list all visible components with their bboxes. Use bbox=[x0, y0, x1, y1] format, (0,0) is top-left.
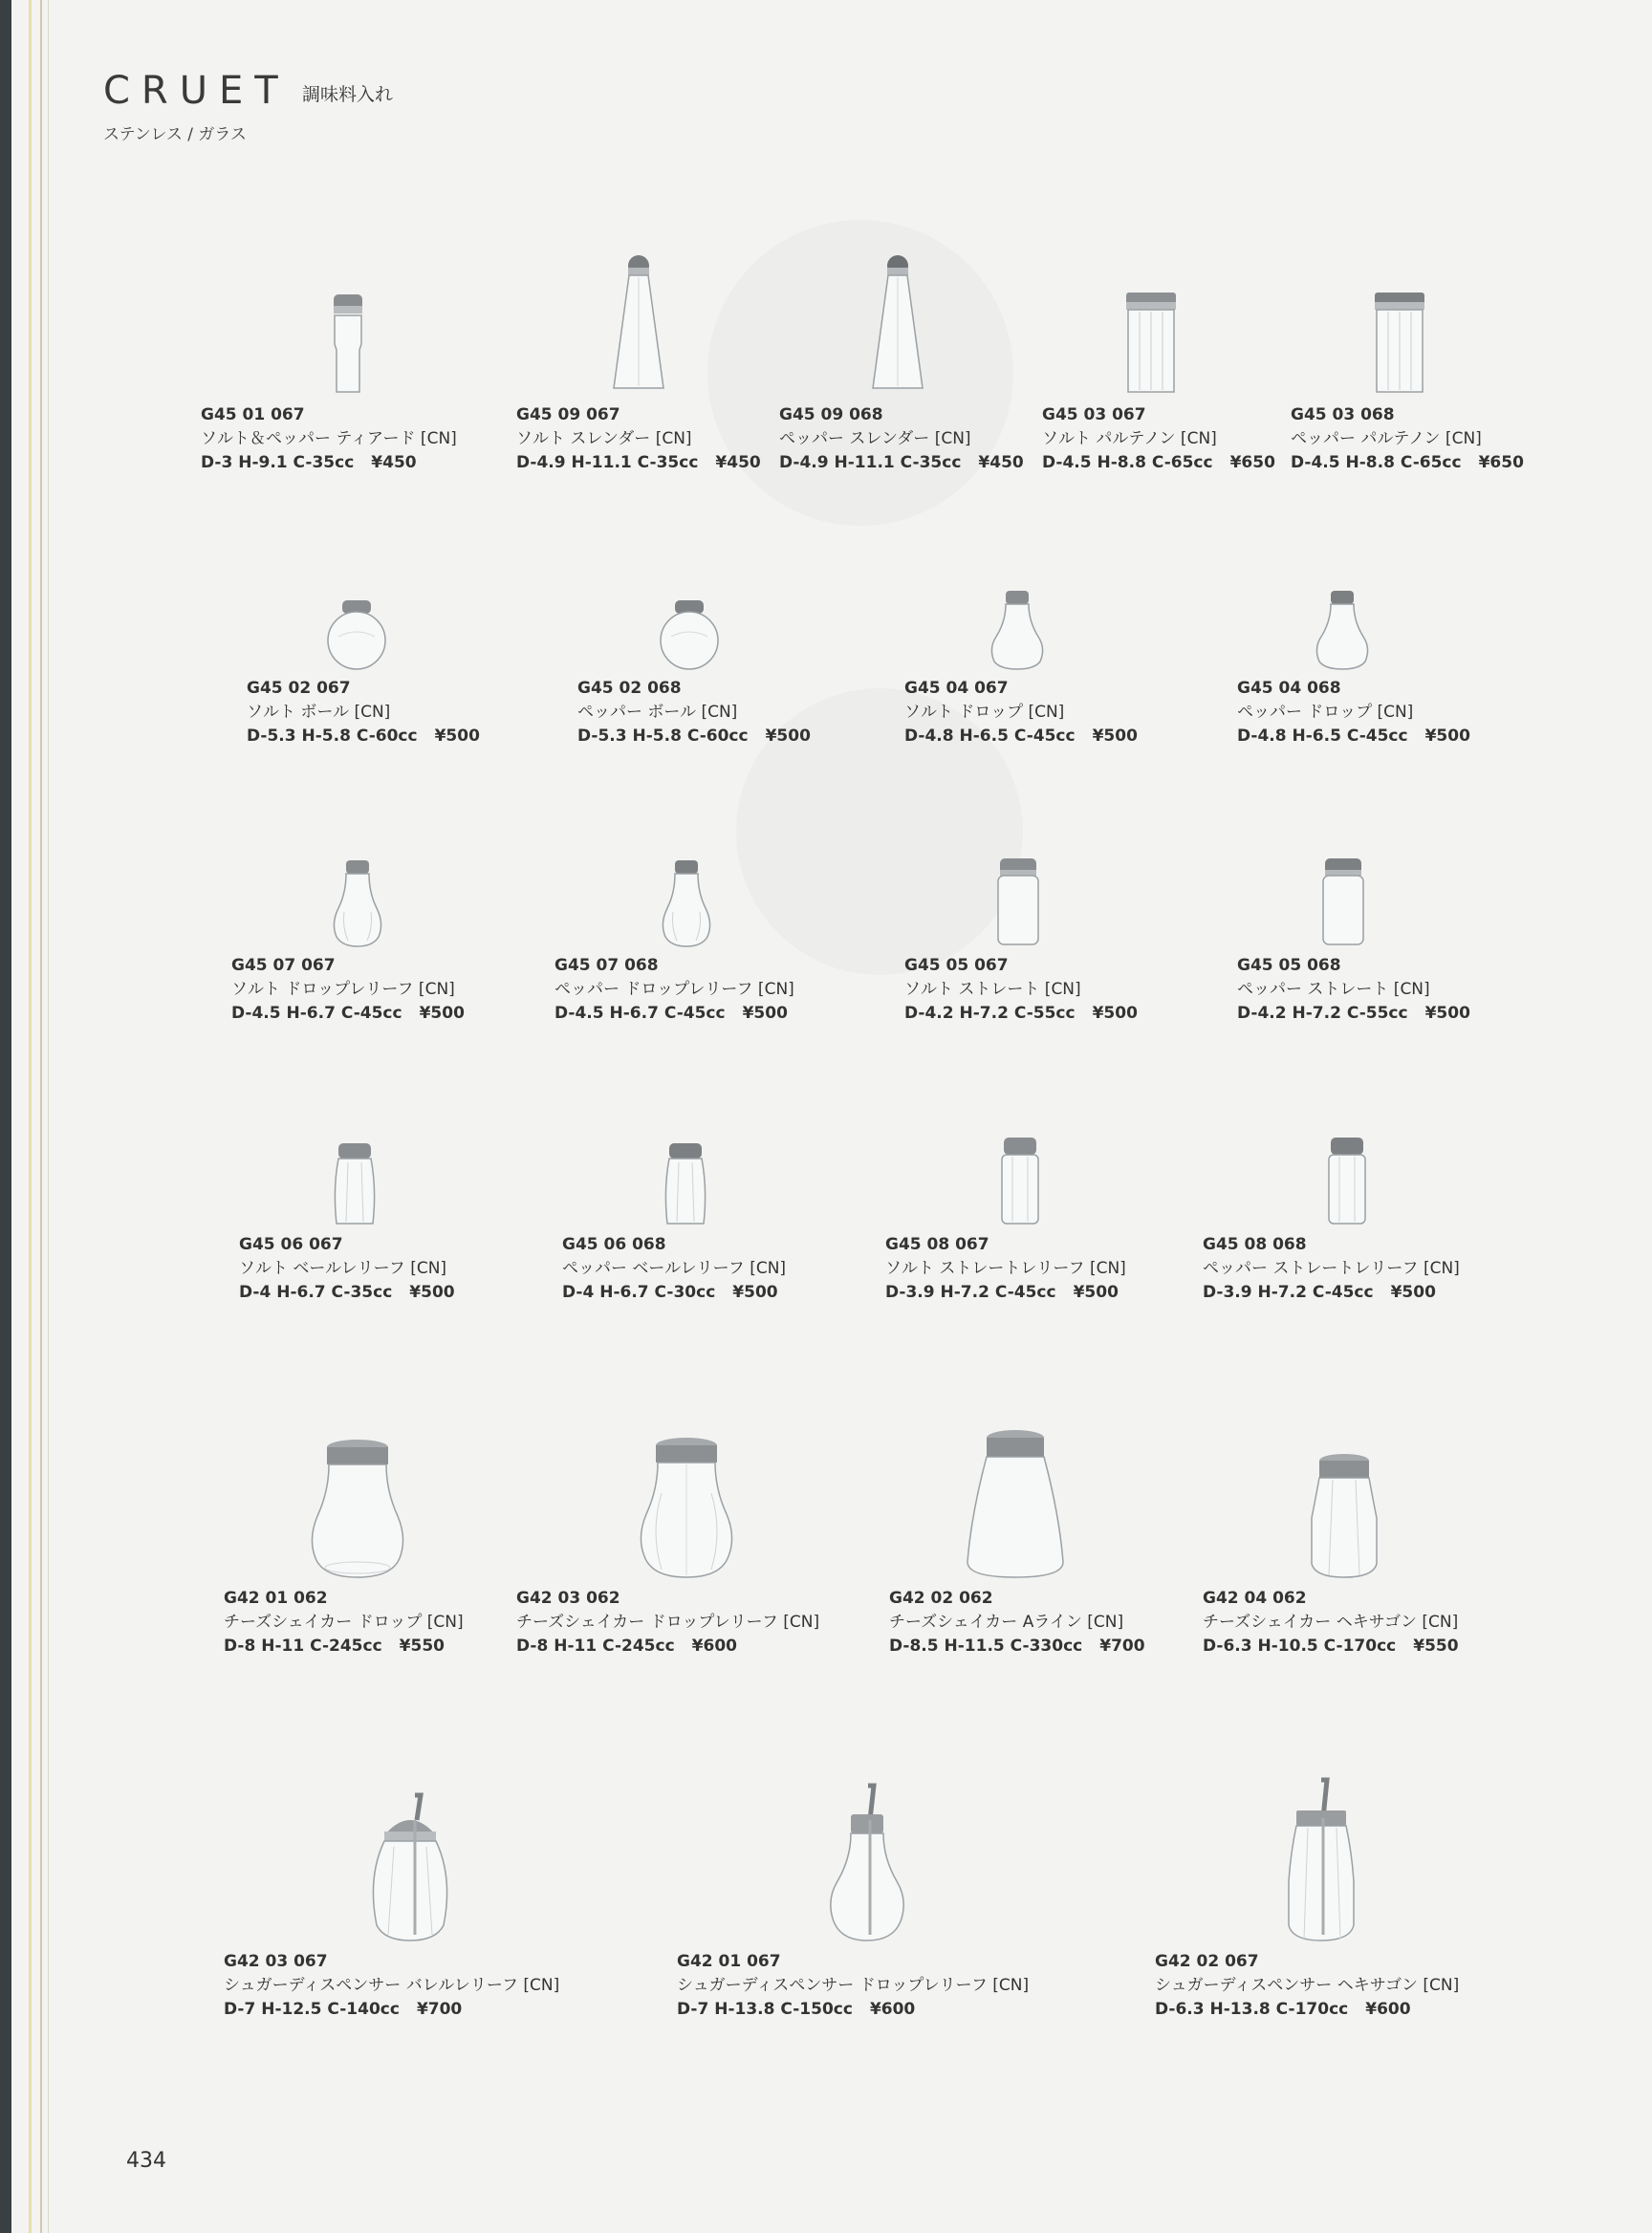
product-name: ペッパー スレンダー [CN] bbox=[779, 429, 971, 448]
product-name: ソルト ドロップレリーフ [CN] bbox=[231, 980, 455, 999]
product-name: ソルト スレンダー [CN] bbox=[516, 429, 692, 448]
product-code: G45 07 067 bbox=[231, 956, 336, 975]
product-code: G45 02 068 bbox=[577, 679, 682, 698]
product-card bbox=[231, 830, 556, 1026]
product-image bbox=[1237, 830, 1562, 954]
product-price: ¥700 bbox=[1099, 1637, 1145, 1656]
drop-relief-shaker-icon bbox=[660, 858, 713, 948]
product-code: G45 09 068 bbox=[779, 405, 883, 424]
product-spec: D-7 H-12.5 C-140cc ¥700 bbox=[224, 2000, 463, 2019]
page-header bbox=[103, 69, 394, 144]
product-name: ペッパー ドロップレリーフ [CN] bbox=[554, 980, 794, 999]
product-code: G42 03 067 bbox=[224, 1952, 328, 1971]
product-image bbox=[885, 1109, 1210, 1233]
product-name: シュガーディスペンサー バレルレリーフ [CN] bbox=[224, 1976, 560, 1995]
product-card bbox=[889, 1463, 1214, 1658]
product-spec: D-4.5 H-6.7 C-45cc ¥500 bbox=[231, 1004, 465, 1023]
cheese-shaker-drop-icon bbox=[308, 1438, 407, 1581]
sugar-dispenser-drop-icon bbox=[826, 1782, 908, 1944]
product-code: G45 06 068 bbox=[562, 1235, 666, 1254]
product-image bbox=[904, 553, 1229, 677]
drop-relief-shaker-icon bbox=[331, 858, 384, 948]
product-spec: D-4.9 H-11.1 C-35cc ¥450 bbox=[516, 453, 761, 472]
product-spec: D-8 H-11 C-245cc ¥600 bbox=[516, 1637, 737, 1656]
product-price: ¥500 bbox=[434, 726, 480, 746]
product-name: ソルト＆ペッパー ティアード [CN] bbox=[201, 429, 457, 448]
product-card bbox=[904, 553, 1229, 748]
product-price: ¥500 bbox=[1073, 1283, 1119, 1302]
product-image bbox=[904, 830, 1229, 954]
product-price: ¥500 bbox=[742, 1004, 788, 1023]
product-image bbox=[562, 1109, 887, 1233]
spine-accent-line bbox=[29, 0, 32, 2233]
product-spec: D-4.8 H-6.5 C-45cc ¥500 bbox=[904, 726, 1138, 746]
product-price: ¥550 bbox=[399, 1637, 445, 1656]
product-image bbox=[224, 1816, 549, 1950]
product-spec: D-4.2 H-7.2 C-55cc ¥500 bbox=[1237, 1004, 1470, 1023]
sugar-dispenser-hexagon-icon bbox=[1285, 1776, 1358, 1944]
product-spec: D-3.9 H-7.2 C-45cc ¥500 bbox=[1203, 1283, 1436, 1302]
product-name: ペッパー ストレートレリーフ [CN] bbox=[1203, 1259, 1460, 1278]
product-name: ソルト ベールレリーフ [CN] bbox=[239, 1259, 447, 1278]
product-price: ¥600 bbox=[869, 2000, 916, 2019]
ball-shaker-icon bbox=[325, 598, 388, 671]
product-spec: D-5.3 H-5.8 C-60cc ¥500 bbox=[577, 726, 811, 746]
product-code: G45 05 067 bbox=[904, 956, 1009, 975]
product-name: シュガーディスペンサー ドロップレリーフ [CN] bbox=[677, 1976, 1030, 1995]
product-code: G42 02 067 bbox=[1155, 1952, 1259, 1971]
product-spec: D-8.5 H-11.5 C-330cc ¥700 bbox=[889, 1637, 1145, 1656]
product-image bbox=[231, 830, 556, 954]
product-price: ¥500 bbox=[1424, 1004, 1470, 1023]
product-card bbox=[677, 1816, 1030, 2022]
product-card bbox=[554, 830, 880, 1026]
product-spec: D-8 H-11 C-245cc ¥550 bbox=[224, 1637, 445, 1656]
spine-accent-line bbox=[48, 0, 49, 2233]
product-code: G42 03 062 bbox=[516, 1589, 620, 1608]
product-name: ソルト ストレートレリーフ [CN] bbox=[885, 1259, 1126, 1278]
product-spec: D-4.8 H-6.5 C-45cc ¥500 bbox=[1237, 726, 1470, 746]
product-name: ソルト ドロップ [CN] bbox=[904, 703, 1065, 722]
product-price: ¥500 bbox=[1092, 1004, 1138, 1023]
product-code: G45 08 067 bbox=[885, 1235, 989, 1254]
product-card bbox=[562, 1109, 887, 1305]
product-name: シュガーディスペンサー ヘキサゴン [CN] bbox=[1155, 1976, 1460, 1995]
product-card bbox=[247, 553, 572, 748]
sugar-dispenser-barrel-icon bbox=[367, 1791, 453, 1944]
product-spec: D-3 H-9.1 C-35cc ¥450 bbox=[201, 453, 417, 472]
product-code: G45 01 067 bbox=[201, 405, 305, 424]
tiered-shaker-icon bbox=[329, 293, 367, 398]
product-card bbox=[1291, 279, 1616, 475]
page-number: 434 bbox=[126, 2149, 166, 2173]
product-code: G45 03 067 bbox=[1042, 405, 1146, 424]
product-card bbox=[885, 1109, 1210, 1305]
parthenon-shaker-icon bbox=[1124, 291, 1178, 398]
drop-shaker-icon bbox=[987, 589, 1048, 671]
product-price: ¥500 bbox=[419, 1004, 465, 1023]
product-price: ¥500 bbox=[732, 1283, 778, 1302]
page-title-japanese: 調味料入れ bbox=[302, 84, 394, 105]
product-spec: D-6.3 H-10.5 C-170cc ¥550 bbox=[1203, 1637, 1459, 1656]
product-spec: D-3.9 H-7.2 C-45cc ¥500 bbox=[885, 1283, 1119, 1302]
spine-accent-line bbox=[40, 0, 42, 2233]
product-price: ¥600 bbox=[1365, 2000, 1411, 2019]
product-name: ソルト パルテノン [CN] bbox=[1042, 429, 1217, 448]
product-code: G45 04 068 bbox=[1237, 679, 1341, 698]
product-code: G42 01 062 bbox=[224, 1589, 328, 1608]
product-card bbox=[904, 830, 1229, 1026]
product-image bbox=[1155, 1816, 1480, 1950]
page-spine bbox=[0, 0, 11, 2233]
product-card bbox=[516, 1463, 841, 1658]
product-price: ¥500 bbox=[409, 1283, 455, 1302]
product-price: ¥500 bbox=[1424, 726, 1470, 746]
product-spec: D-4.5 H-8.8 C-65cc ¥650 bbox=[1291, 453, 1524, 472]
product-name: ペッパー ストレート [CN] bbox=[1237, 980, 1430, 999]
product-image bbox=[1203, 1463, 1528, 1587]
product-image bbox=[677, 1816, 1002, 1950]
product-price: ¥500 bbox=[1092, 726, 1138, 746]
product-code: G45 08 068 bbox=[1203, 1235, 1307, 1254]
product-price: ¥650 bbox=[1478, 453, 1524, 472]
product-code: G45 07 068 bbox=[554, 956, 659, 975]
product-name: ソルト ストレート [CN] bbox=[904, 980, 1081, 999]
product-card bbox=[1203, 1463, 1528, 1658]
cheese-shaker-aline-icon bbox=[964, 1428, 1067, 1581]
slender-shaker-icon bbox=[610, 254, 667, 398]
product-card bbox=[1237, 830, 1562, 1026]
page-subtitle: ステンレス / ガラス bbox=[103, 125, 247, 144]
product-image bbox=[1203, 1109, 1528, 1233]
page-title: CRUET bbox=[103, 69, 290, 113]
product-card bbox=[577, 553, 902, 748]
product-spec: D-4.2 H-7.2 C-55cc ¥500 bbox=[904, 1004, 1138, 1023]
product-image bbox=[1291, 279, 1616, 403]
product-price: ¥450 bbox=[371, 453, 417, 472]
barrel-relief-shaker-icon bbox=[331, 1141, 379, 1227]
product-price: ¥700 bbox=[416, 2000, 463, 2019]
product-spec: D-7 H-13.8 C-150cc ¥600 bbox=[677, 2000, 916, 2019]
product-price: ¥600 bbox=[691, 1637, 737, 1656]
product-code: G45 03 068 bbox=[1291, 405, 1395, 424]
straight-relief-shaker-icon bbox=[998, 1136, 1042, 1227]
product-spec: D-6.3 H-13.8 C-170cc ¥600 bbox=[1155, 2000, 1411, 2019]
product-name: チーズシェイカー Aライン [CN] bbox=[889, 1613, 1124, 1632]
product-code: G42 02 062 bbox=[889, 1589, 993, 1608]
product-card bbox=[1155, 1816, 1480, 2022]
product-code: G45 09 067 bbox=[516, 405, 620, 424]
product-price: ¥500 bbox=[765, 726, 811, 746]
cheese-shaker-relief-icon bbox=[637, 1436, 736, 1581]
product-name: チーズシェイカー ドロップレリーフ [CN] bbox=[516, 1613, 820, 1632]
parthenon-shaker-icon bbox=[1373, 291, 1426, 398]
product-code: G45 05 068 bbox=[1237, 956, 1341, 975]
product-name: ペッパー パルテノン [CN] bbox=[1291, 429, 1482, 448]
product-card bbox=[224, 1816, 560, 2022]
product-name: チーズシェイカー ヘキサゴン [CN] bbox=[1203, 1613, 1459, 1632]
product-spec: D-5.3 H-5.8 C-60cc ¥500 bbox=[247, 726, 480, 746]
product-image bbox=[239, 1109, 564, 1233]
product-image bbox=[889, 1463, 1214, 1587]
straight-relief-shaker-icon bbox=[1325, 1136, 1369, 1227]
product-name: ペッパー ドロップ [CN] bbox=[1237, 703, 1414, 722]
product-image bbox=[516, 1463, 841, 1587]
product-name: ソルト ボール [CN] bbox=[247, 703, 391, 722]
product-image bbox=[577, 553, 902, 677]
straight-shaker-icon bbox=[994, 856, 1042, 948]
product-image bbox=[224, 1463, 549, 1587]
product-image bbox=[554, 830, 880, 954]
product-spec: D-4.5 H-8.8 C-65cc ¥650 bbox=[1042, 453, 1275, 472]
product-card bbox=[1237, 553, 1562, 748]
product-price: ¥650 bbox=[1229, 453, 1275, 472]
product-card bbox=[224, 1463, 549, 1658]
product-name: ペッパー ボール [CN] bbox=[577, 703, 738, 722]
product-spec: D-4 H-6.7 C-35cc ¥500 bbox=[239, 1283, 455, 1302]
product-image bbox=[201, 279, 526, 403]
product-name: チーズシェイカー ドロップ [CN] bbox=[224, 1613, 464, 1632]
product-code: G42 04 062 bbox=[1203, 1589, 1307, 1608]
product-code: G45 06 067 bbox=[239, 1235, 343, 1254]
straight-shaker-icon bbox=[1319, 856, 1367, 948]
cheese-shaker-hexagon-icon bbox=[1308, 1451, 1380, 1581]
drop-shaker-icon bbox=[1312, 589, 1373, 671]
ball-shaker-icon bbox=[658, 598, 721, 671]
product-code: G45 02 067 bbox=[247, 679, 351, 698]
product-spec: D-4 H-6.7 C-30cc ¥500 bbox=[562, 1283, 778, 1302]
product-spec: D-4.5 H-6.7 C-45cc ¥500 bbox=[554, 1004, 788, 1023]
product-code: G42 01 067 bbox=[677, 1952, 781, 1971]
slender-shaker-icon bbox=[869, 254, 926, 398]
product-card bbox=[201, 279, 526, 475]
product-card bbox=[1203, 1109, 1528, 1305]
product-card bbox=[239, 1109, 564, 1305]
product-price: ¥450 bbox=[978, 453, 1024, 472]
product-price: ¥550 bbox=[1413, 1637, 1459, 1656]
product-code: G45 04 067 bbox=[904, 679, 1009, 698]
product-name: ペッパー ベールレリーフ [CN] bbox=[562, 1259, 787, 1278]
product-spec: D-4.9 H-11.1 C-35cc ¥450 bbox=[779, 453, 1024, 472]
product-price: ¥450 bbox=[715, 453, 761, 472]
barrel-relief-shaker-icon bbox=[662, 1141, 709, 1227]
product-price: ¥500 bbox=[1390, 1283, 1436, 1302]
product-image bbox=[1237, 553, 1562, 677]
product-image bbox=[247, 553, 572, 677]
